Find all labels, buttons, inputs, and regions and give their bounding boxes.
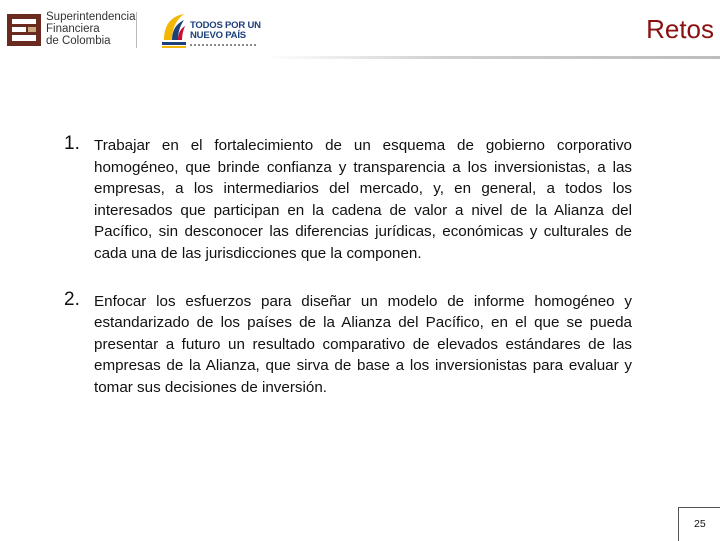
todos-por-un-nuevo-pais-logo — [160, 8, 260, 52]
logo-line: NUEVO PAÍS — [190, 30, 246, 41]
superintendencia-wordmark — [46, 11, 136, 47]
superintendencia-logo — [6, 10, 134, 50]
item-number: 2. — [64, 288, 80, 310]
item-text: Enfocar los esfuerzos para diseñar un modelo de informe homogéneo y estandarizado de los países de la Alianza del Pacífico, en el que se pueda presentar a futuro un resultado comparativo de elevados estándares de las empresas de la Alianza, que sirva de base a los inversionistas para evaluar y tomar sus decisiones de inversión. — [94, 292, 632, 396]
page-title: Retos — [646, 14, 714, 44]
logo-line: Superintendencia — [46, 11, 136, 23]
list-item — [64, 288, 632, 399]
logo-line: de Colombia — [46, 35, 111, 47]
logo-line: Financiera — [46, 23, 100, 35]
logo-divider — [136, 12, 137, 48]
header-divider — [265, 56, 720, 59]
logo-tagline-dots — [190, 44, 256, 46]
header — [0, 0, 720, 62]
challenges-list — [64, 135, 632, 399]
list-item — [64, 135, 632, 265]
logo-line: TODOS POR UN — [190, 20, 261, 31]
government-emblem-icon — [160, 10, 188, 52]
page-number: 25 — [694, 518, 706, 530]
superintendencia-emblem-icon — [6, 12, 42, 48]
page-number-box — [678, 507, 720, 541]
item-text: Trabajar en el fortalecimiento de un esquema de gobierno corporativo homogéneo, que brinde confianza y transparencia a los inversionistas, a las empresas, a los intermediarios del mercado, y, en general, a todos los interesados que participan en la cadena de valor a nivel de la Alianza del Pacífico, sin desconocer las diferencias jurídicas, económicas y culturales de cada una de las jurisdicciones que la componen. — [94, 137, 632, 262]
government-wordmark — [190, 21, 261, 41]
item-number: 1. — [64, 133, 80, 154]
